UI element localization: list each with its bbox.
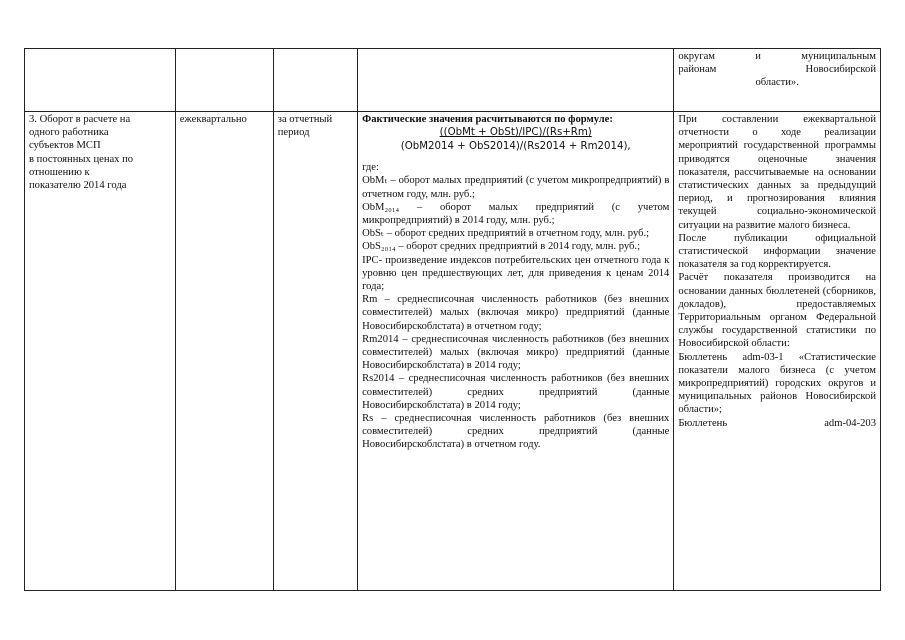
indicator-line: в постоянных ценах по: [29, 153, 134, 165]
indicator-line: показателю 2014 года: [29, 180, 127, 192]
notes-line: округам и муниципальным: [678, 51, 876, 62]
cell-indicator-name: [25, 112, 176, 591]
definition-rm2014: Rm2014 – среднесписочная численность работников (без внешних совместителей) малых (включая микро) предприятий (данные Новосибирскоблстата) в 2014 году;: [362, 333, 670, 372]
periodicity-text: ежеквартально: [179, 114, 247, 125]
note-paragraph: Расчёт показателя производится на основании данных бюллетеней (сборников, докладов), предоставляемых Территориальным органом Федеральной службы государственной статистики по Новосибирской области:: [678, 272, 876, 350]
indicator-line: одного работника: [29, 127, 109, 139]
definition-rm: Rm – среднесписочная численность работников (без внешних совместителей) малых (включая микро) предприятий (данные Новосибирскоблстата) в отчетном году;: [362, 294, 670, 332]
cell-notes: [674, 112, 881, 591]
formula-block: [362, 126, 669, 153]
period-line: за отчетный: [277, 114, 333, 125]
notes-line: районам Новосибирской: [678, 64, 876, 76]
note-paragraph: При составлении ежеквартальной отчетности о ходе реализации мероприятий государственной программы приводятся оценочные значения показателя, рассчитываемые на основании статистических данных за предыдущий период, и прогнозирования влияния текущей социально-экономической ситуации на развитие малого бизнеса.: [678, 114, 876, 231]
program-indicators-table: [24, 48, 881, 591]
cell-reporting-period: [273, 112, 357, 591]
cell-notes-continued: [674, 49, 881, 112]
indicator-line: отношению к: [29, 166, 90, 178]
indicator-line: 3. Оборот в расчете на: [29, 114, 131, 125]
formula-denominator: (ObM2014 + ObS2014)/(Rs2014 + Rm2014),: [400, 140, 631, 152]
cell-periodicity: [175, 112, 273, 591]
cell-period-empty: [273, 49, 357, 112]
cell-calculation-method: [358, 112, 674, 591]
note-paragraph: После публикации официальной статистической информации значение показателя за год корректируется.: [678, 232, 876, 271]
note-paragraph: Бюллетень adm-03-1 «Статистические показатели малого бизнеса (с учетом микропредприятий) городских округов и муниципальных районов Новосибирской области»;: [678, 351, 876, 416]
cell-indicator-empty: [25, 49, 176, 112]
notes-line: области».: [755, 77, 799, 89]
definition-ipc: IPC- произведение индексов потребительских цен отчетного года к уровню цен предшествующих лет, для приведения к ценам 2014 года;: [362, 254, 670, 293]
definition-obmt: ObMₜ – оборот малых предприятий (с учетом микропредприятий) в отчетном году, млн. руб.;: [362, 175, 670, 200]
definition-obm2014: ObM₂₀₁₄ – оборот малых предприятий (с учетом микропредприятий) в 2014 году, млн. руб.;: [362, 201, 670, 227]
period-line: период: [277, 127, 310, 139]
definition-obs2014: ObS₂₀₁₄ – оборот средних предприятий в 2014 году, млн. руб.;: [362, 241, 641, 253]
table-row-indicator-3: [25, 112, 881, 591]
formula-numerator: ((ObMt + ObSt)/IPC)/(Rs+Rm): [439, 127, 592, 139]
definition-rs: Rs – среднесписочная численность работников (без внешних совместителей) средних предприятий (данные Новосибирскоблстата) в отчетном году.: [362, 413, 670, 451]
definition-rs2014: Rs2014 – среднесписочная численность работников (без внешних совместителей) средних предприятий (данные Новосибирскоблстата) в 2014 году;: [362, 373, 670, 411]
indicator-line: субъектов МСП: [29, 140, 101, 152]
formula-title: Фактические значения расчитываются по формуле:: [362, 114, 613, 125]
definition-obst: ObSₜ – оборот средних предприятий в отчетном году, млн. руб.;: [362, 228, 650, 240]
table-row-continued: [25, 49, 881, 112]
cell-method-empty: [358, 49, 674, 112]
where-label: где:: [362, 162, 379, 174]
note-paragraph: Бюллетень adm-04-203: [678, 417, 876, 429]
cell-periodicity-empty: [175, 49, 273, 112]
